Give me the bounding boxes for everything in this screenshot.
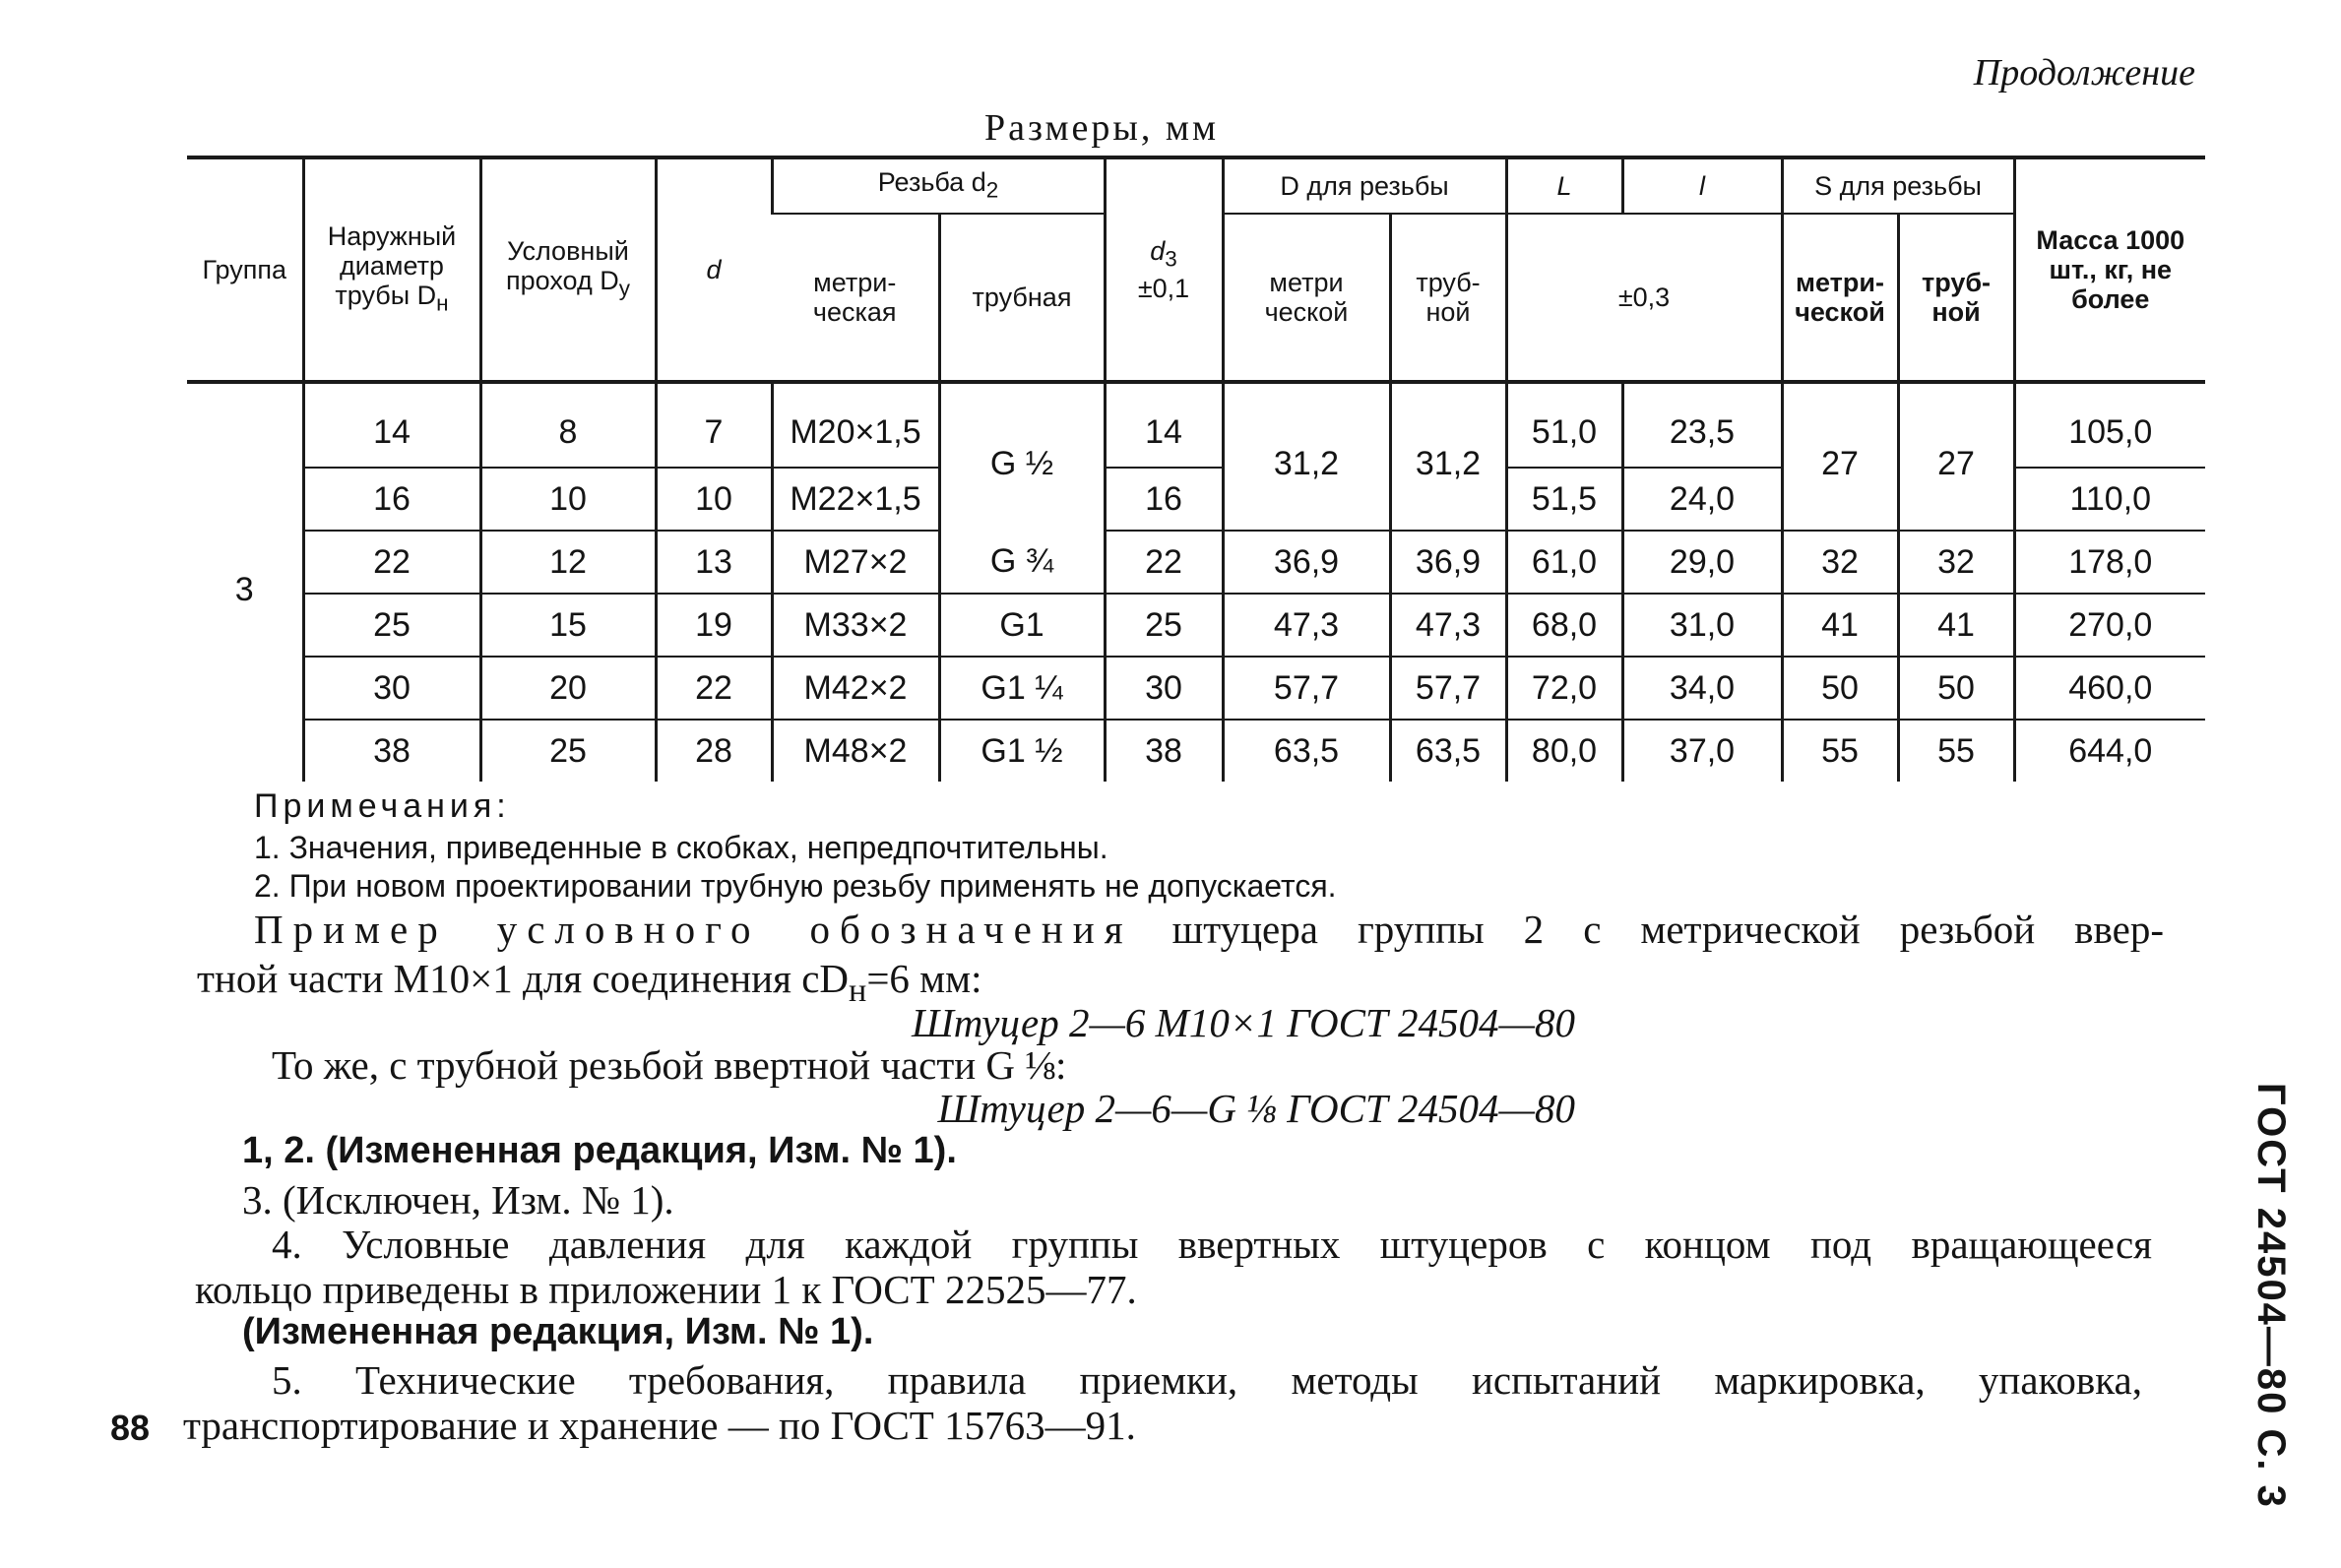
cell-d3: 14: [1105, 382, 1223, 468]
cell-pipe: G1 ¼: [939, 657, 1105, 720]
item-5-line-1: 5. Технические требования, правила приемки, методы испытаний маркировка, упаковка,: [272, 1357, 2142, 1403]
example-line-2: тной части M10×1 для соединения $сD_н=6$ мм:: [197, 956, 982, 1010]
cell-metric: M42×2: [772, 657, 939, 720]
cell-dn: 30: [303, 657, 480, 720]
cell-D-metric: 57,7: [1223, 657, 1390, 720]
cell-d3: 30: [1105, 657, 1223, 720]
cell-L: 51,5: [1506, 468, 1622, 531]
cell-S-pipe: 50: [1898, 657, 2014, 720]
cell-l: 23,5: [1622, 382, 1782, 468]
cell-d3: 22: [1105, 531, 1223, 594]
header-S-pipe: труб-ной: [1898, 214, 2014, 382]
example-line-1: Пример условного обозначения штуцера группы 2 с метрической резьбой ввер-: [254, 907, 2164, 952]
cell-D-pipe: 63,5: [1390, 720, 1506, 782]
cell-D-metric: 63,5: [1223, 720, 1390, 782]
cell-dn: 25: [303, 594, 480, 657]
cell-S-metric: 32: [1782, 531, 1898, 594]
cell-l: 31,0: [1622, 594, 1782, 657]
header-D-pipe: труб-ной: [1390, 214, 1506, 382]
header-S-for-thread: S для резьбы: [1782, 157, 2014, 214]
cell-d: 28: [656, 720, 772, 782]
header-group: Группа: [187, 157, 303, 382]
cell-L: 61,0: [1506, 531, 1622, 594]
header-L: L: [1506, 157, 1622, 214]
header-d: d: [656, 157, 772, 382]
cell-S-metric: 50: [1782, 657, 1898, 720]
cell-l: 37,0: [1622, 720, 1782, 782]
margin-page-number: 88: [110, 1408, 151, 1448]
header-outer-diameter: Наружный диаметр трубы $D_н$: [303, 157, 480, 382]
cell-mass: 644,0: [2014, 720, 2205, 782]
cell-D-metric: 47,3: [1223, 594, 1390, 657]
cell-dy: 10: [480, 468, 656, 531]
item-4-line-1: 4. Условные давления для каждой группы ввертных штуцеров с концом под вращающееся: [272, 1222, 2152, 1267]
cell-dy: 8: [480, 382, 656, 468]
cell-d: 10: [656, 468, 772, 531]
header-d3: $d_3$ ±0,1: [1105, 157, 1223, 382]
cell-D-pipe: 36,9: [1390, 531, 1506, 594]
header-D-for-thread: D для резьбы: [1223, 157, 1506, 214]
cell-metric: M48×2: [772, 720, 939, 782]
cell-l: 29,0: [1622, 531, 1782, 594]
group-value: 3: [234, 570, 254, 608]
cell-mass: 270,0: [2014, 594, 2205, 657]
cell-D-pipe: 57,7: [1390, 657, 1506, 720]
cell-dn: 22: [303, 531, 480, 594]
item-4-line-2: кольцо приведены в приложении 1 к ГОСТ 22525—77.: [195, 1267, 1137, 1312]
cell-d3: 38: [1105, 720, 1223, 782]
cell-l: 24,0: [1622, 468, 1782, 531]
cell-d: 13: [656, 531, 772, 594]
same-pipe-thread-text: То же, с трубной резьбой ввертной части G ⅛:: [272, 1042, 1067, 1088]
header-l: l: [1622, 157, 1782, 214]
cell-pipe: G1 ½: [939, 720, 1105, 782]
cell-d: 19: [656, 594, 772, 657]
cell-dn: 14: [303, 382, 480, 468]
cell-mass: 110,0: [2014, 468, 2205, 531]
cell-D-pipe: 47,3: [1390, 594, 1506, 657]
cell-dy: 12: [480, 531, 656, 594]
cell-dy: 25: [480, 720, 656, 782]
cell-L: 51,0: [1506, 382, 1622, 468]
cell-L: 68,0: [1506, 594, 1622, 657]
edit-note-1: 1, 2. (Измененная редакция, Изм. № 1).: [242, 1130, 957, 1171]
cell-d3: 16: [1105, 468, 1223, 531]
cell-S-metric: 27: [1782, 382, 1898, 531]
cell-d: 22: [656, 657, 772, 720]
cell-D-metric: 36,9: [1223, 531, 1390, 594]
item-5-line-2: транспортирование и хранение — по ГОСТ 15763—91.: [183, 1403, 1136, 1448]
header-S-metric: метри-ческой: [1782, 214, 1898, 382]
cell-dn: 16: [303, 468, 480, 531]
dimensions-caption: Размеры, мм: [984, 107, 1220, 149]
cell-dy: 15: [480, 594, 656, 657]
table-row: [187, 720, 2205, 782]
note-2: 2. При новом проектировании трубную резьбу применять не допускается.: [254, 868, 1337, 904]
cell-L: 80,0: [1506, 720, 1622, 782]
cell-l: 34,0: [1622, 657, 1782, 720]
cell-mass: 460,0: [2014, 657, 2205, 720]
cell-d3: 25: [1105, 594, 1223, 657]
cell-S-pipe: 32: [1898, 531, 2014, 594]
cell-pipe: G ½: [939, 382, 1105, 531]
header-thread-metric: метри-ческая: [772, 214, 939, 382]
cell-metric: M22×1,5: [772, 468, 939, 531]
header-D-metric: метри ческой: [1223, 214, 1390, 382]
header-thread-pipe: трубная: [939, 214, 1105, 382]
notes-title: Примечания:: [254, 787, 511, 825]
cell-metric: M20×1,5: [772, 382, 939, 468]
edit-note-2: (Измененная редакция, Изм. № 1).: [242, 1311, 874, 1352]
continuation-label: Продолжение: [1973, 52, 2195, 94]
cell-pipe: G1: [939, 594, 1105, 657]
cell-S-pipe: 41: [1898, 594, 2014, 657]
cell-D-metric: 31,2: [1223, 382, 1390, 531]
header-nominal-bore: Условный проход $D_у$: [480, 157, 656, 382]
cell-S-metric: 41: [1782, 594, 1898, 657]
cell-metric: M27×2: [772, 531, 939, 594]
cell-dy: 20: [480, 657, 656, 720]
standard-sidebar-label: ГОСТ 24504—80 С. 3: [2249, 1083, 2293, 1509]
cell-S-pipe: 27: [1898, 382, 2014, 531]
dimensions-table: [187, 156, 2205, 782]
cell-d: 7: [656, 382, 772, 468]
cell-S-metric: 55: [1782, 720, 1898, 782]
excluded-note: 3. (Исключен, Изм. № 1).: [242, 1177, 674, 1223]
table-row: [187, 382, 2205, 468]
designation-metric: Штуцер 2—6 M10×1 ГОСТ 24504—80: [911, 1000, 1575, 1045]
table-row: [187, 657, 2205, 720]
cell-metric: M33×2: [772, 594, 939, 657]
table-row: [187, 594, 2205, 657]
cell-mass: 105,0: [2014, 382, 2205, 468]
cell-S-pipe: 55: [1898, 720, 2014, 782]
cell-dn: 38: [303, 720, 480, 782]
header-Ll-tolerance: ±0,3: [1506, 214, 1782, 382]
table-row: [187, 531, 2205, 594]
cell-pipe: G ¾: [939, 531, 1105, 594]
cell-mass: 178,0: [2014, 531, 2205, 594]
note-1: 1. Значения, приведенные в скобках, непредпочтительны.: [254, 830, 1108, 865]
cell-D-pipe: 31,2: [1390, 382, 1506, 531]
cell-L: 72,0: [1506, 657, 1622, 720]
header-thread-d2: Резьба $d_2$: [772, 157, 1105, 214]
header-mass: Масса 1000 шт., кг, не более: [2014, 157, 2205, 382]
designation-pipe: Штуцер 2—6—G ⅛ ГОСТ 24504—80: [937, 1086, 1575, 1131]
